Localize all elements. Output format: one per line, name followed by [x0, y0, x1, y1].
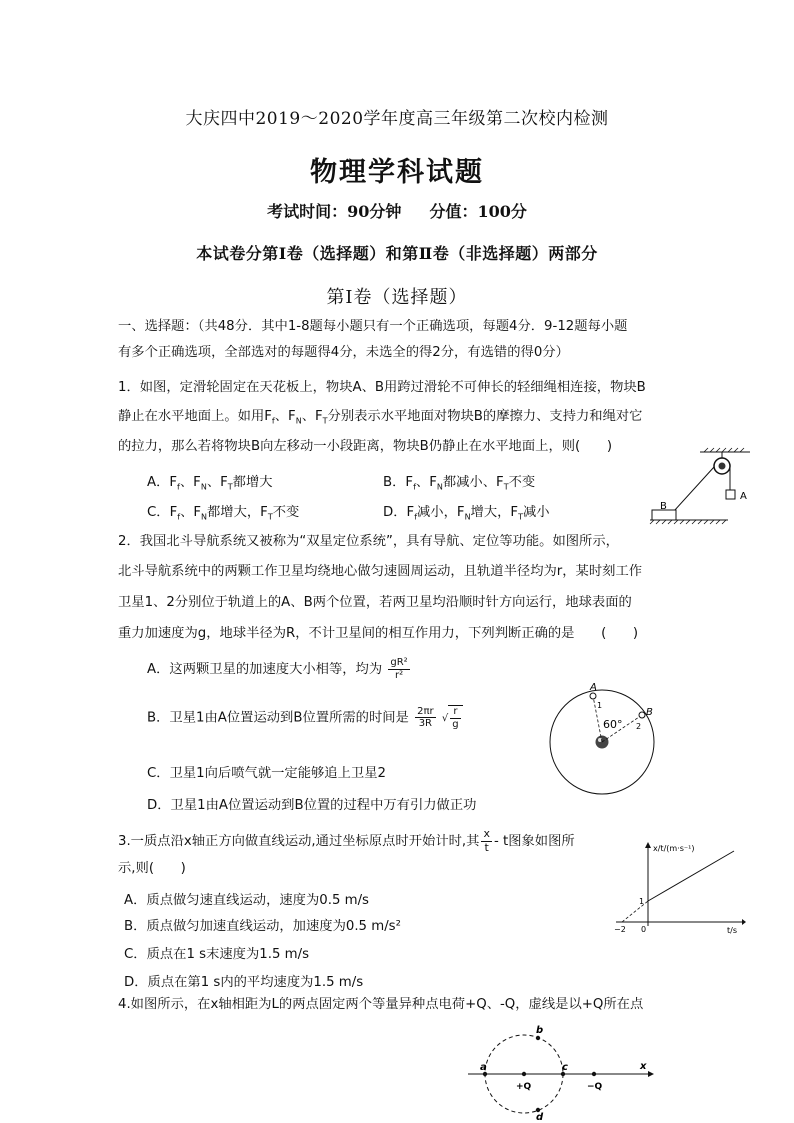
q4-label-b: b: [536, 1025, 544, 1036]
q2-option-d: D．卫星1由A位置运动到B位置的过程中万有引力做正功: [147, 798, 477, 813]
q2-line2: 北斗导航系统中的两颗工作卫星均绕地心做匀速圆周运动，且轨道半径均为r，某时刻工作: [118, 564, 643, 579]
section1-line1: 一、选择题：（共48分．其中1-8题每小题只有一个正确选项，每题4分．9-12题每小题: [118, 319, 628, 334]
q1-line2: 静止在水平地面上。如用$F_f$、$F_N$、$F_T$分别表示水平地面对物块B的摩擦力、支持力和绳对它: [118, 409, 643, 426]
q2-orbit-figure: [548, 682, 668, 794]
q2-label-a: A: [590, 682, 597, 693]
q2-angle-label: 60°: [603, 718, 623, 731]
q3-option-a: A．质点做匀速直线运动，速度为0.5 m/s: [124, 893, 369, 908]
q3-graph-xlabel: t/s: [727, 926, 737, 935]
q1-label-a: A: [740, 491, 747, 502]
q4-label-minus-q: −Q: [587, 1082, 603, 1092]
subject-title: 物理学科试题: [310, 157, 484, 188]
q4-line1: 4.如图所示，在x轴相距为L的两点固定两个等量异种点电荷+Q、-Q，虚线是以+Q所在点: [118, 997, 644, 1012]
q4-label-d: d: [536, 1112, 544, 1123]
exam-score: 分值：100分: [429, 202, 527, 221]
q3-tick-1: 1: [639, 897, 645, 906]
exam-time: 考试时间：90分钟: [267, 202, 402, 221]
q2-line3: 卫星1、2分别位于轨道上的A、B两个位置，若两卫星均沿顺时针方向运行，地球表面的: [118, 595, 632, 610]
q3-tick-0: 0: [641, 925, 647, 934]
section1-line2: 有多个正确选项，全部选对的每题得4分，未选全的得2分，有选错的得0分）: [118, 345, 569, 360]
q1-line1: 1．如图，定滑轮固定在天花板上，物块A、B用跨过滑轮不可伸长的轻细绳相连接，物块B: [118, 380, 646, 395]
q2-line1: 2．我国北斗导航系统又被称为“双星定位系统”，具有导航、定位等功能。如图所示，: [118, 534, 619, 549]
q1-option-c: C．$F_f$、$F_N$都增大，$F_T$不变: [147, 505, 300, 522]
q4-label-a: a: [480, 1062, 487, 1073]
q3-line2: 示,则( ): [118, 861, 186, 876]
q1-label-b: B: [660, 501, 667, 512]
q2-label-b: B: [646, 707, 653, 718]
q2-option-a: A．这两颗卫星的加速度大小相等，均为 $\frac{\text{gR²}}{\text{r²}}$: [147, 657, 408, 681]
q2-option-c: C．卫星1向后喷气就一定能够追上卫星2: [147, 766, 386, 781]
q2-line4: 重力加速度为g，地球半径为R，不计卫星间的相互作用力，下列判断正确的是 ( ): [118, 626, 639, 641]
paper-note: 本试卷分第Ⅰ卷（选择题）和第Ⅱ卷（非选择题）两部分: [196, 244, 598, 263]
q2-b-fraction: $\frac{2\pi r}{3R}$: [417, 705, 434, 729]
q3-tick-minus2: −2: [614, 925, 626, 934]
exam-info: [0, 199, 794, 222]
q2-b-sqrt: √ $\frac{r}{g}$: [442, 705, 463, 730]
q1-line3: 的拉力，那么若将物块B向左移动一小段距离，物块B仍静止在水平地面上，则( ): [118, 439, 613, 454]
q3-line1: 3.一质点沿x轴正方向做直线运动,通过坐标原点时开始计时,其 $\frac{x}{t}$ - t图象如图所: [118, 827, 575, 854]
q4-label-plus-q: +Q: [516, 1082, 532, 1092]
volume-title: 第Ⅰ卷（选择题）: [326, 287, 468, 308]
q1-option-d: D．$F_f$减小，$F_N$增大，$F_T$减小: [383, 505, 550, 522]
q4-label-x: x: [640, 1061, 647, 1072]
q4-charges-figure: [466, 1022, 656, 1123]
q1-pulley-figure: [650, 448, 760, 528]
q3-graph-ylabel: x/t/(m·s⁻¹): [653, 844, 695, 853]
q3-option-b: B．质点做匀加速直线运动，加速度为0.5 m/s²: [124, 919, 401, 934]
school-line: 大庆四中2019～2020学年度高三年级第二次校内检测: [185, 109, 609, 129]
q2-label-1: 1: [597, 701, 603, 710]
q3-fraction: $\frac{x}{t}$: [483, 827, 490, 854]
q3-graph-figure: [606, 842, 746, 934]
q1-option-a: A．$F_f$、$F_N$、$F_T$都增大: [147, 475, 273, 492]
q2-a-fraction: $\frac{\text{gR²}}{\text{r²}}$: [390, 657, 408, 681]
q3-option-d: D．质点在第1 s内的平均速度为1.5 m/s: [124, 975, 364, 990]
q2-option-b: B．卫星1由A位置运动到B位置所需的时间是 $\frac{2\pi r}{3R}$ √ $\frac{r}{g}$: [147, 705, 463, 730]
q3-option-c: C．质点在1 s末速度为1.5 m/s: [124, 947, 310, 962]
q2-label-2: 2: [636, 722, 642, 731]
q4-label-c: c: [562, 1062, 568, 1073]
q1-option-b: B．$F_f$、$F_N$都减小、$F_T$不变: [383, 475, 536, 492]
